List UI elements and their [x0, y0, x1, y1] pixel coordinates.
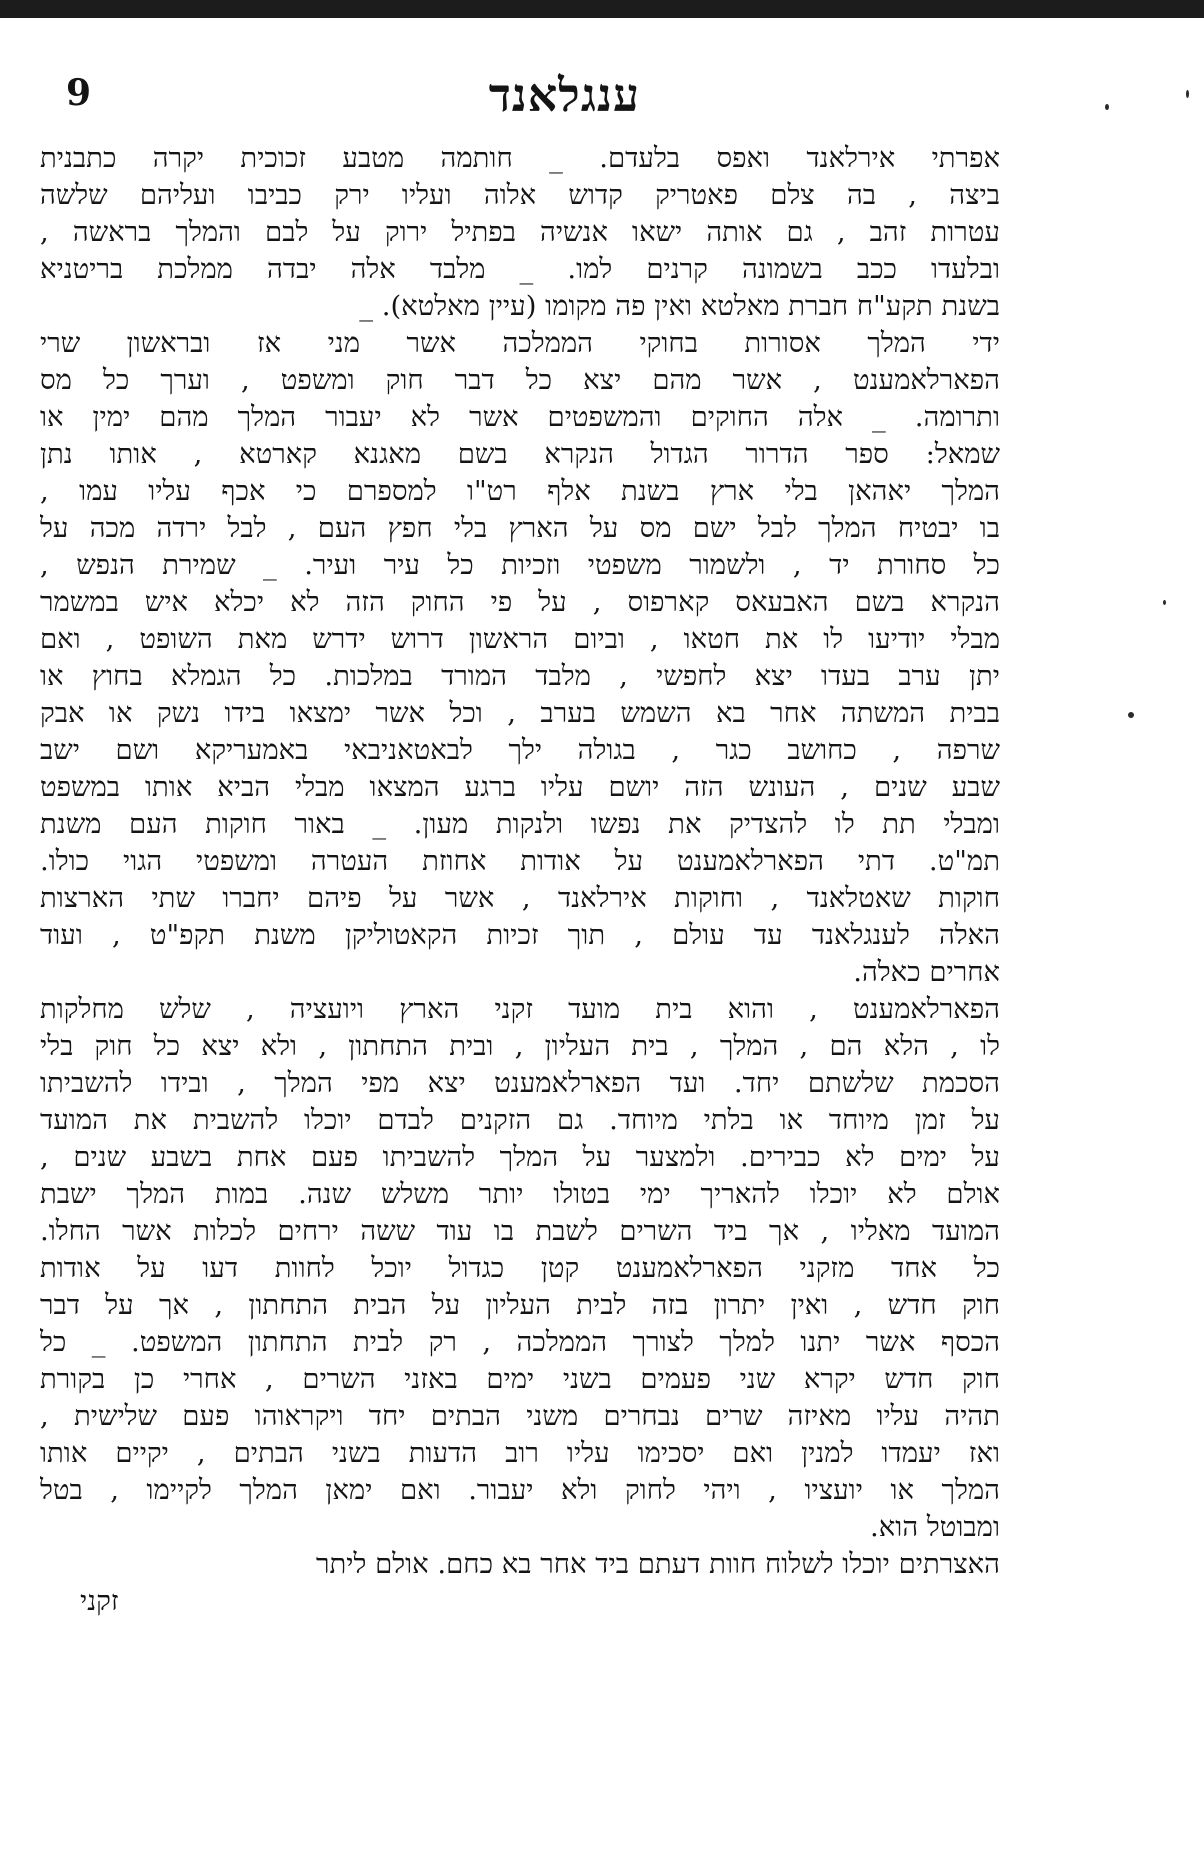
text-line: שמאל: ספר הדרור הגדול הנקרא בשם מאגנא קארטא , אותו נתן [40, 438, 1000, 470]
text-line: כל סחורת יד , ולשמור משפטי וזכיות כל עיר ועיר. _ שמירת הנפש , [40, 549, 1000, 581]
running-title: ענגלאנד [488, 68, 640, 122]
text-line: על ימים לא כבירים. ולמצער על המלך להשביתו פעם אחת בשבע שנים , [40, 1141, 1000, 1173]
text-line: שבע שנים , העונש הזה יושם עליו ברגע המצאו מבלי הביא אותו במשפט [40, 771, 1000, 803]
ink-speck [1128, 712, 1134, 718]
text-line: הנקרא בשם האבעאס קארפוס , על פי החוק הזה לא יכלא איש במשמר [40, 586, 1000, 618]
ink-speck [1105, 104, 1109, 110]
text-line: ואז יעמדו למנין ואם יסכימו עליו רוב הדעות בשני הבתים , יקיים אותו [40, 1437, 1000, 1469]
text-line: האלה לענגלאנד עד עולם , תוך זכיות הקאטוליקן משנת תקפ"ט , ועוד [40, 919, 1000, 951]
text-line: תמ"ט. דתי הפארלאמענט על אודות אחוזת העטרה ומשפטי הגוי כולו. [40, 845, 1000, 877]
body-text [40, 140, 1000, 1583]
catchword: זקני [80, 1585, 119, 1617]
text-line: בבית המשתה אחר בא השמש בערב , וכל אשר ימצאו בידו נשק או אבק [40, 697, 1000, 729]
text-line: כל אחד מזקני הפארלאמענט קטן כגדול יוכל לחוות דעו על אודות [40, 1252, 1000, 1284]
text-line: המלך יאהאן בלי ארץ בשנת אלף רט"ו למספרם כי אכף עליו עמו , [40, 475, 1000, 507]
text-line: ומבלי תת לו להצדיק את נפשו ולנקות מעון. _ באור חוקות העם משנת [40, 808, 1000, 840]
page-number: 9 [66, 72, 92, 114]
page-header [40, 60, 1000, 140]
paragraph [40, 1546, 1000, 1583]
text-line: ביצה , בה צלם פאטריק קדוש אלוה ועליו ירק כביבו ועליהם שלשה [40, 179, 1000, 211]
text-line: עטרות זהב , גם אותה ישאו אנשיה בפתיל ירוק על לבם והמלך בראשה , [40, 216, 1000, 248]
text-line: חוק חדש , ואין יתרון בזה לבית העליון על הבית התחתון , אך על דבר [40, 1289, 1000, 1321]
text-line: הפארלאמענט , והוא בית מועד זקני הארץ ויועציה , שלש מחלקות [40, 993, 1000, 1025]
text-line: הפארלאמענט , אשר מהם יצא כל דבר חוק ומשפט , וערך כל מס [40, 364, 1000, 396]
text-line: שרפה , כחושב כגר , בגולה ילך לבאטאניבאי באמעריקא ושם ישב [40, 734, 1000, 766]
ink-speck [1163, 600, 1166, 605]
paragraph [40, 991, 1000, 1546]
text-line: חוק חדש יקרא שני פעמים בשני ימים באזני השרים , אחרי כן בקורת [40, 1363, 1000, 1395]
text-line: המלך או יועציו , ויהי לחוק ולא יעבור. ואם ימאן המלך לקיימו , בטל [40, 1474, 1000, 1506]
text-line: אחרים כאלה. [853, 956, 1000, 988]
text-line: ידי המלך אסורות בחוקי הממלכה אשר מני אז ובראשון שרי [40, 327, 1000, 359]
text-line: האצרתים יוכלו לשלוח חוות דעתם ביד אחר בא כחם. אולם ליתר [316, 1548, 1000, 1580]
paragraph [40, 325, 1000, 991]
text-line: המועד מאליו , אך ביד השרים לשבת בו עוד ששה ירחים לכלות אשר החלו. [40, 1215, 1000, 1247]
ink-speck [1186, 90, 1189, 98]
text-line: יתן ערב בעדו יצא לחפשי , מלבד המורד במלכות. כל הגמלא בחוץ או [40, 660, 1000, 692]
text-line: חוקות שאטלאנד , וחוקות אירלאנד , אשר על פיהם יחברו שתי הארצות [40, 882, 1000, 914]
text-line: ותרומה. _ אלה החוקים והמשפטים אשר לא יעבור המלך מהם ימין או [40, 401, 1000, 433]
page-top-edge [0, 0, 1204, 18]
text-line: מבלי יודיעו לו את חטאו , וביום הראשון דרוש ידרש מאת השופט , ואם [40, 623, 1000, 655]
book-page [40, 60, 1000, 1620]
paragraph [40, 140, 1000, 325]
text-line: אפרתי אירלאנד ואפס בלעדם. _ חותמה מטבע זכוכית יקרה כתבנית [40, 142, 1000, 174]
text-line: הסכמת שלשתם יחד. ועד הפארלאמענט יצא מפי המלך , ובידו להשביתו [40, 1067, 1000, 1099]
text-line: לו , הלא הם , המלך , בית העליון , ובית התחתון , ולא יצא כל חוק בלי [40, 1030, 1000, 1062]
text-line: בשנת תקע"ח חברת מאלטא ואין פה מקומו (עיין מאלטא). _ [359, 290, 1000, 322]
text-line: אולם לא יוכלו להאריך ימי בטולו יותר משלש שנה. במות המלך ישבת [40, 1178, 1000, 1210]
text-line: תהיה עליו מאיזה שרים נבחרים משני הבתים יחד ויקראוהו פעם שלישית , [40, 1400, 1000, 1432]
text-line: הכסף אשר יתנו למלך לצורך הממלכה , רק לבית התחתון המשפט. _ כל [40, 1326, 1000, 1358]
text-line: ובלעדו ככב בשמונה קרנים למו. _ מלבד אלה יבדה ממלכת בריטניא [40, 253, 1000, 285]
text-line: ומבוטל הוא. [870, 1511, 1000, 1543]
text-line: על זמן מיוחד או בלתי מיוחד. גם הזקנים לבדם יוכלו להשבית את המועד [40, 1104, 1000, 1136]
text-line: בו יבטיח המלך לבל ישם מס על הארץ בלי חפץ העם , לבל ירדה מכה על [40, 512, 1000, 544]
